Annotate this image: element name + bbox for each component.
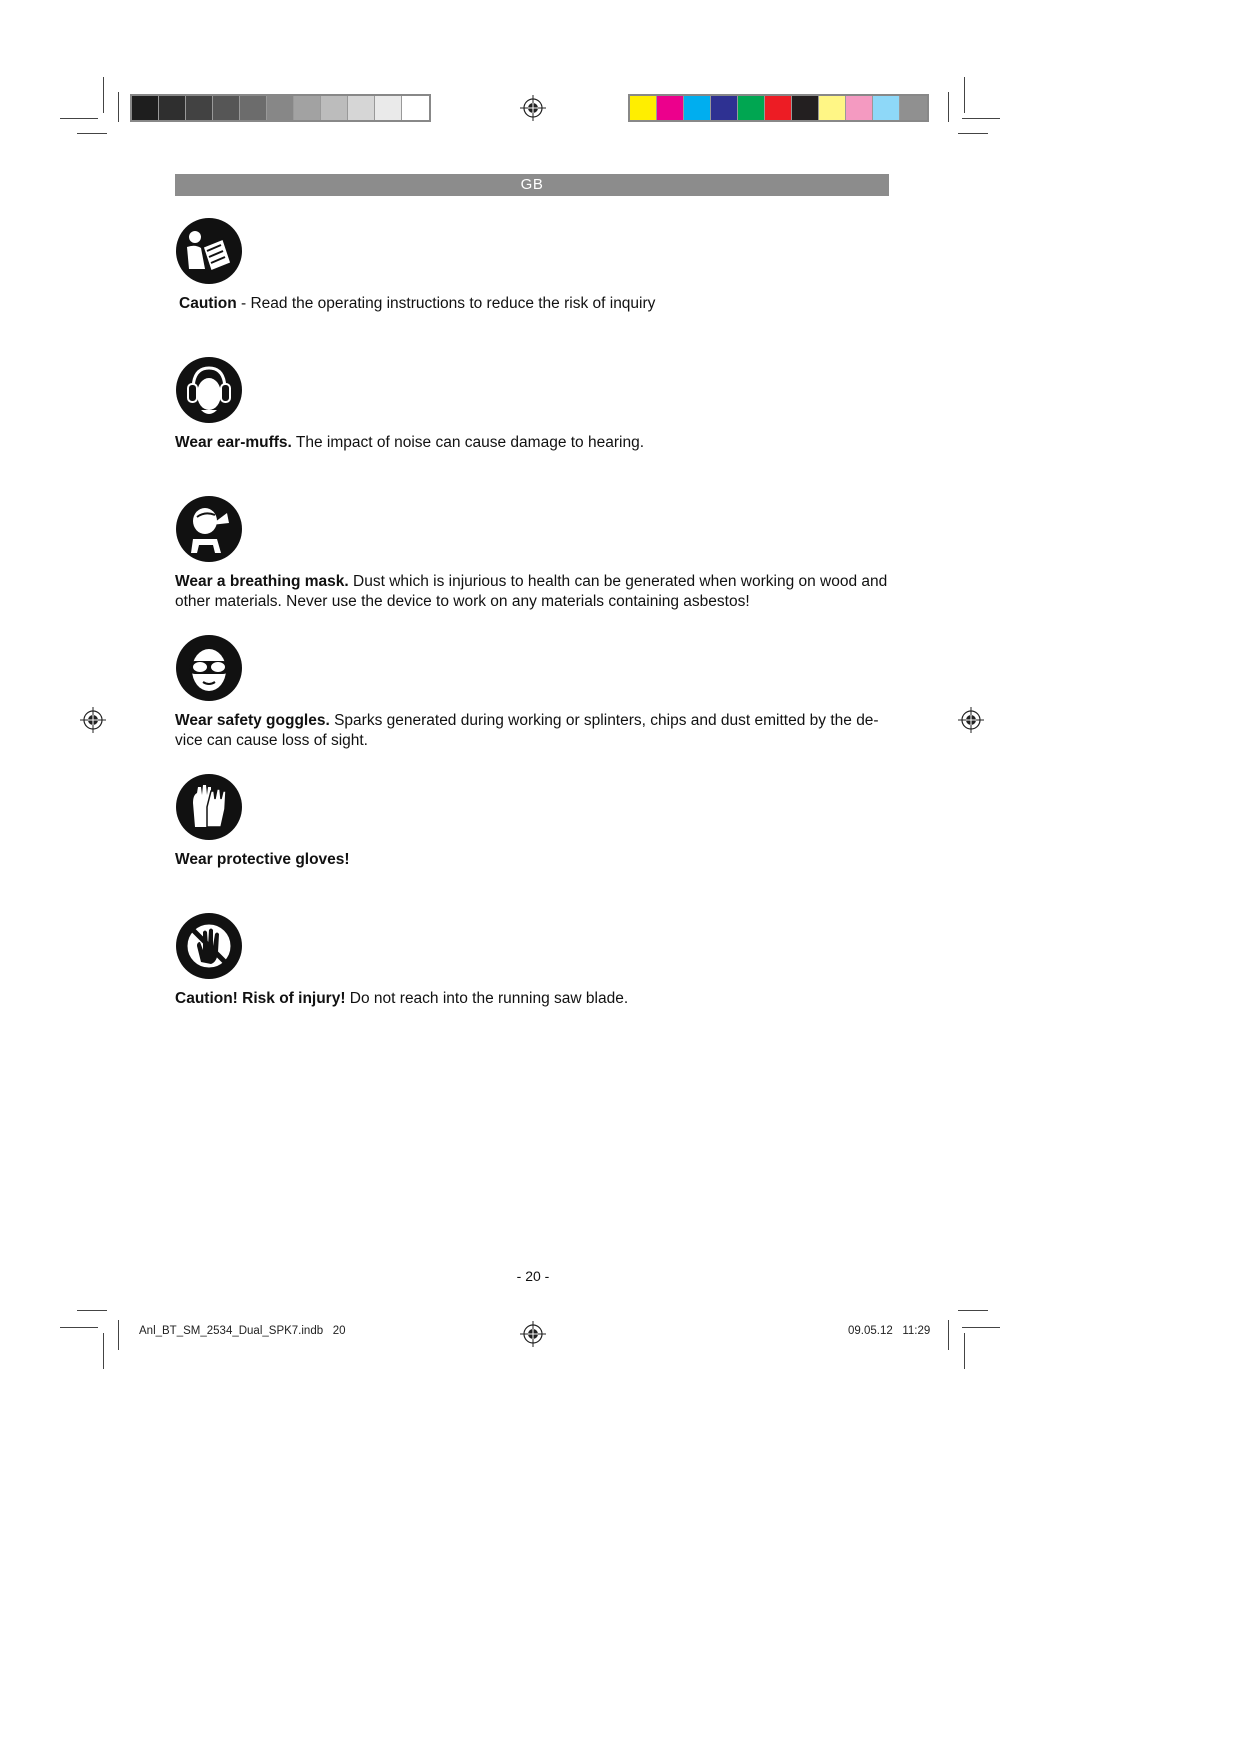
crop-mark [962, 118, 1000, 119]
crop-mark [948, 92, 949, 122]
color-swatch [294, 96, 321, 120]
crop-mark [958, 133, 988, 134]
safety-goggles-icon [175, 634, 243, 702]
color-swatch [321, 96, 348, 120]
color-swatch [213, 96, 240, 120]
crop-mark [77, 1310, 107, 1311]
protective-gloves-icon [175, 773, 243, 841]
color-swatch [186, 96, 213, 120]
crop-mark [103, 1333, 104, 1369]
entry-title: Wear protective gloves! [175, 851, 350, 868]
crop-mark [60, 1327, 98, 1328]
registration-mark-icon [520, 1321, 546, 1347]
crop-mark [958, 1310, 988, 1311]
safety-entry-ear-muffs [175, 356, 895, 453]
color-swatch [375, 96, 402, 120]
crop-mark [77, 133, 107, 134]
color-swatch [684, 96, 711, 120]
safety-entry-risk-of-injury [175, 912, 895, 1009]
crop-mark [962, 1327, 1000, 1328]
crop-mark [103, 77, 104, 113]
entry-title: Wear a breathing mask. [175, 573, 349, 590]
crop-mark [948, 1320, 949, 1350]
entry-title: Caution! Risk of injury! [175, 990, 346, 1007]
crop-mark [964, 1333, 965, 1369]
color-swatch [738, 96, 765, 120]
grayscale-color-bar [130, 94, 431, 122]
crop-mark [964, 77, 965, 113]
crop-mark [118, 1320, 119, 1350]
entry-text: Sparks generated during working or splinters, chips and dust emitted by the de-vice can cause loss of sight. [175, 712, 879, 749]
registration-mark-icon [958, 707, 984, 733]
entry-title: Wear ear-muffs. [175, 434, 292, 451]
entry-title: Wear safety goggles. [175, 712, 330, 729]
process-color-bar [628, 94, 929, 122]
color-swatch [792, 96, 819, 120]
date-slug: 09.05.12 11:29 [848, 1325, 931, 1337]
color-swatch [348, 96, 375, 120]
crop-mark [118, 92, 119, 122]
color-swatch [711, 96, 738, 120]
entry-text: - Read the operating instructions to reduce the risk of inquiry [236, 295, 656, 312]
color-swatch [873, 96, 900, 120]
file-slug: Anl_BT_SM_2534_Dual_SPK7.indb 20 [139, 1325, 346, 1337]
language-header: GB [175, 174, 889, 196]
color-swatch [132, 96, 159, 120]
page-number: - 20 - [516, 1268, 550, 1284]
color-swatch [900, 96, 927, 120]
color-swatch [819, 96, 846, 120]
ear-muffs-icon [175, 356, 243, 424]
color-swatch [657, 96, 684, 120]
color-swatch [846, 96, 873, 120]
color-swatch [765, 96, 792, 120]
no-hand-icon [175, 912, 243, 980]
safety-entry-breathing-mask [175, 495, 895, 612]
breathing-mask-icon [175, 495, 243, 563]
safety-entry-read-manual [175, 217, 895, 314]
color-swatch [240, 96, 267, 120]
color-swatch [267, 96, 294, 120]
registration-mark-icon [520, 95, 546, 121]
read-manual-icon [175, 217, 243, 285]
entry-text: Dust which is injurious to health can be generated when working on wood and other materials. Never use the device to work on any materials containing asbestos! [175, 573, 888, 610]
entry-text: Do not reach into the running saw blade. [345, 990, 629, 1007]
entry-title: Caution [179, 295, 237, 312]
entry-text: The impact of noise can cause damage to hearing. [291, 434, 645, 451]
registration-mark-icon [80, 707, 106, 733]
color-swatch [630, 96, 657, 120]
crop-mark [60, 118, 98, 119]
color-swatch [159, 96, 186, 120]
safety-entry-protective-gloves [175, 773, 895, 870]
safety-entry-safety-goggles [175, 634, 895, 751]
color-swatch [402, 96, 429, 120]
